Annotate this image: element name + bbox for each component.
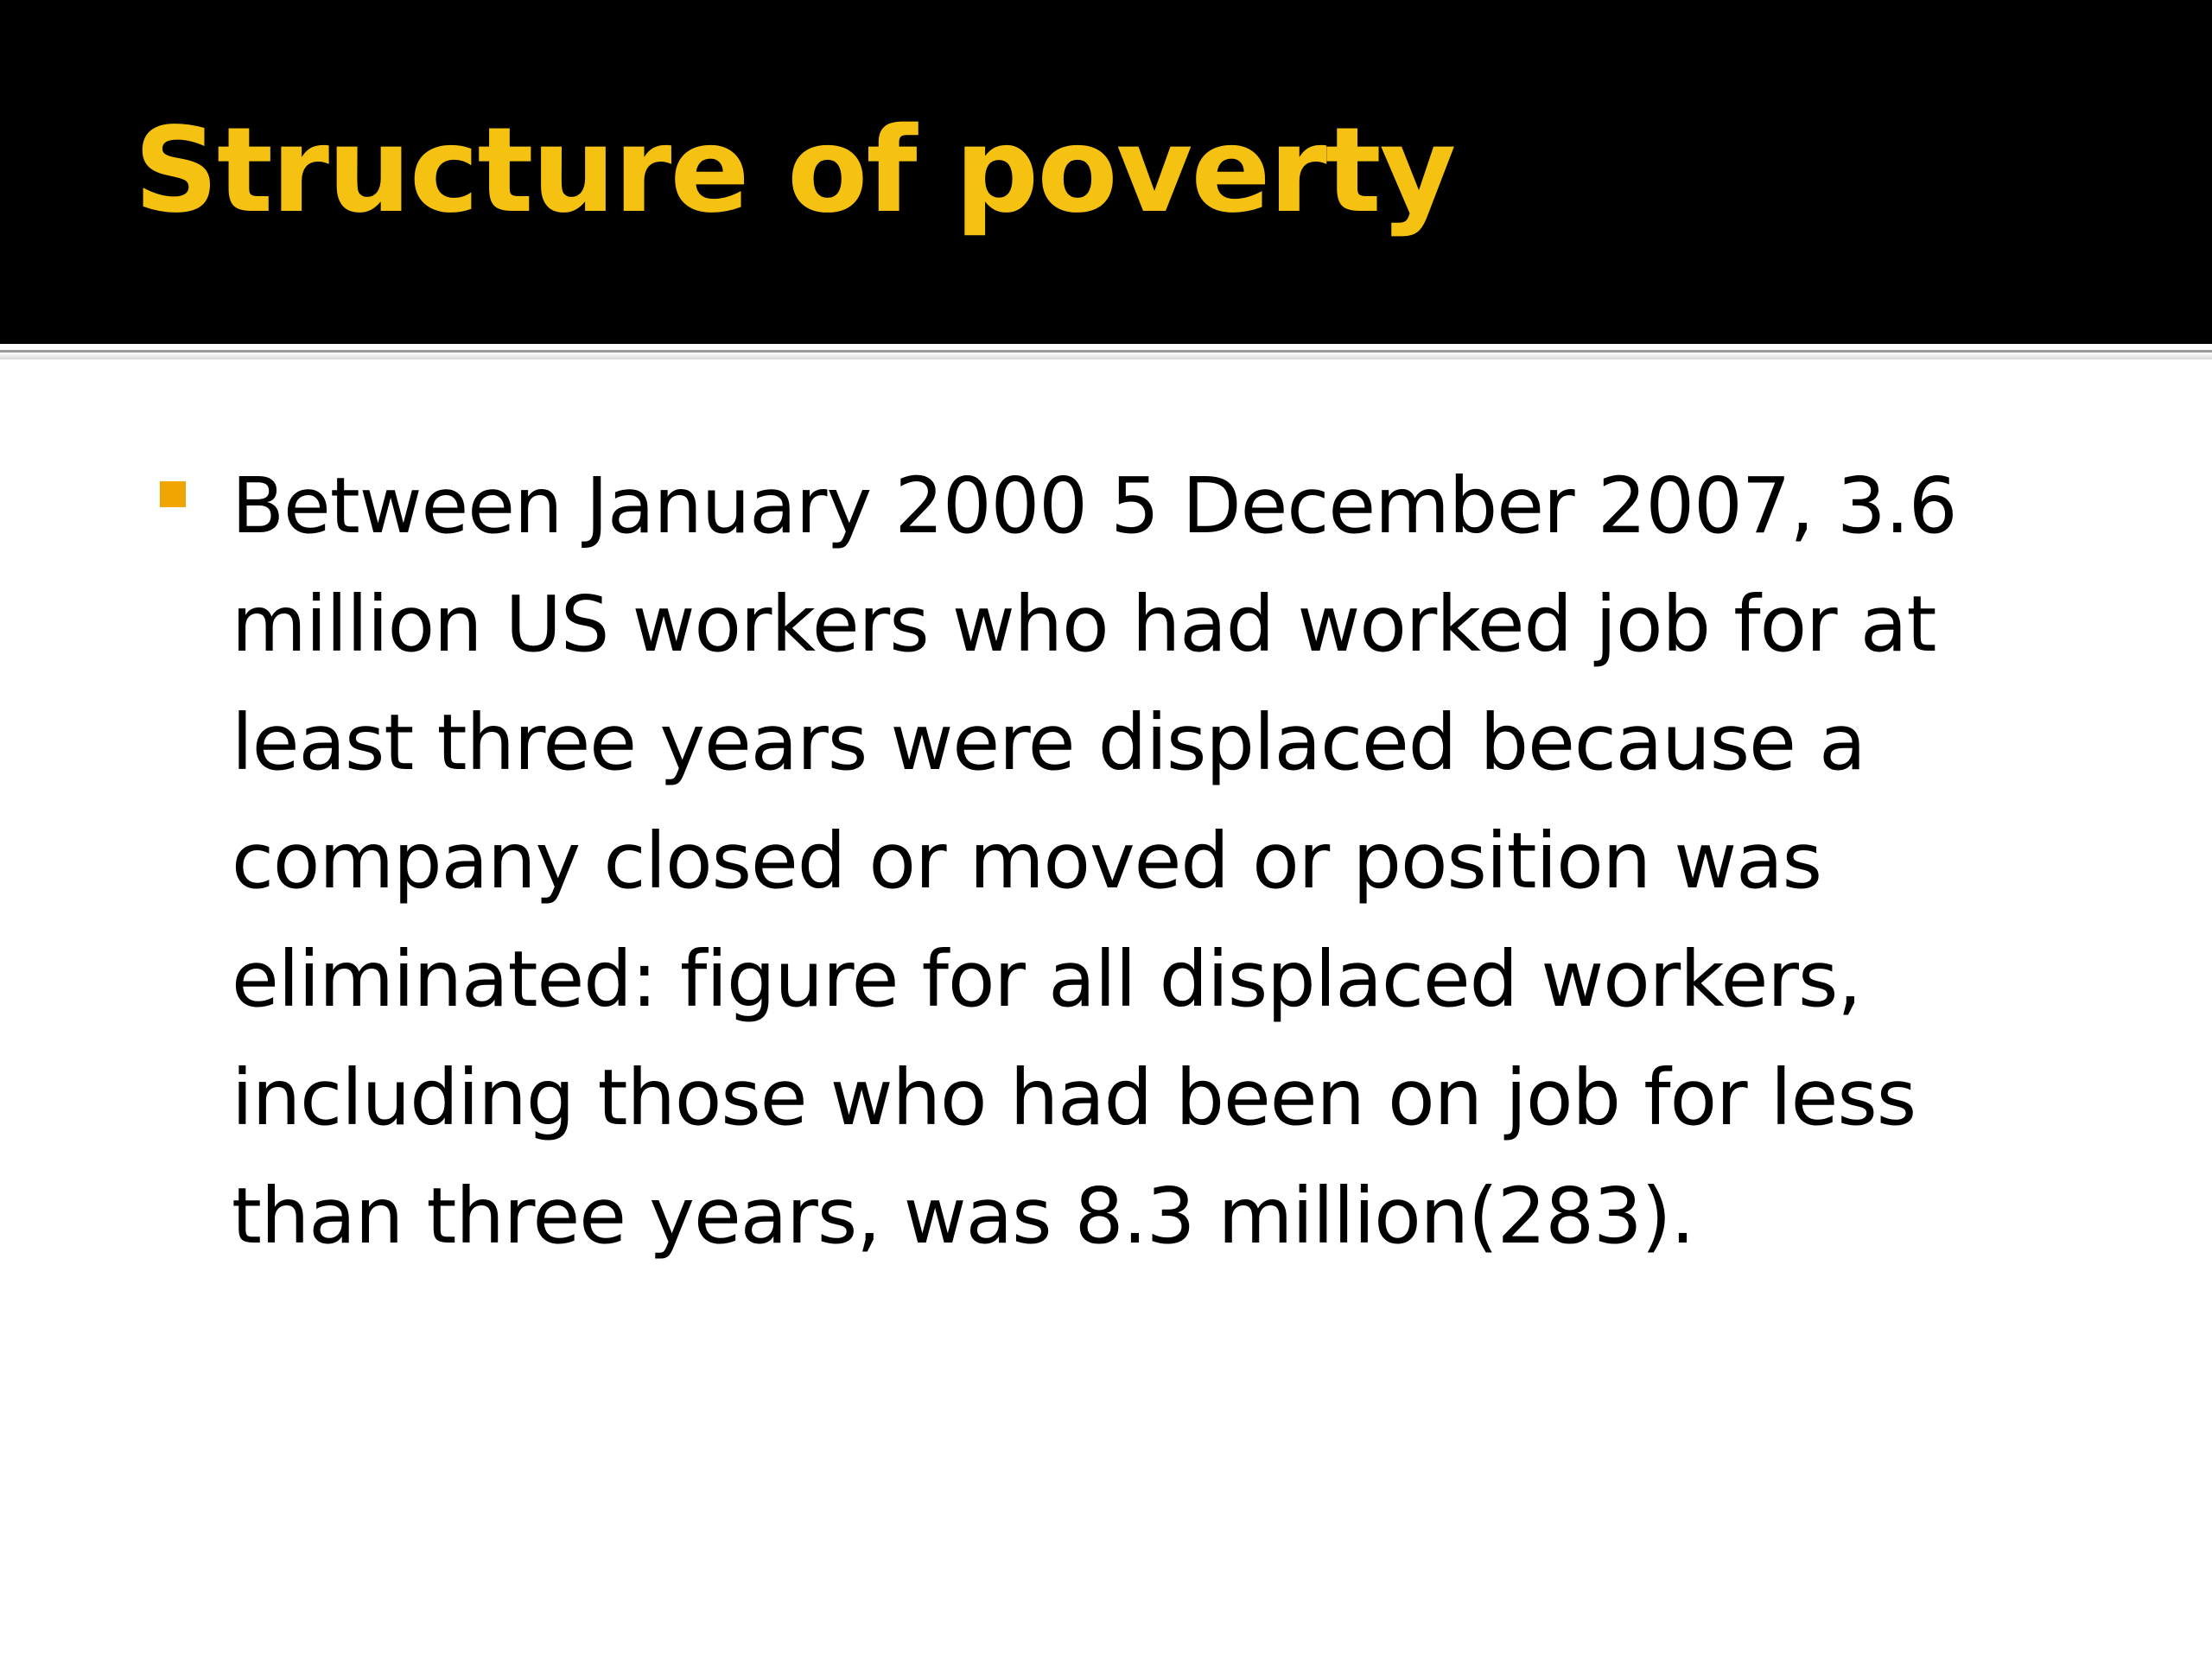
bullet-text: Between January 2000 5 December 2007, 3.6 million US workers who had worked job for at least three years were displaced because a company closed or moved or position was eliminated: figure for all displaced workers, including those who had been on job for less than three years, was 8.3 million(283).	[232, 461, 1957, 1261]
slide-title: Structure of poverty	[134, 103, 1455, 239]
bullet-item	[156, 447, 2091, 1275]
slide-content	[156, 462, 2091, 1275]
square-bullet-icon	[160, 481, 186, 507]
title-bar	[0, 0, 2212, 344]
title-divider	[0, 347, 2212, 359]
